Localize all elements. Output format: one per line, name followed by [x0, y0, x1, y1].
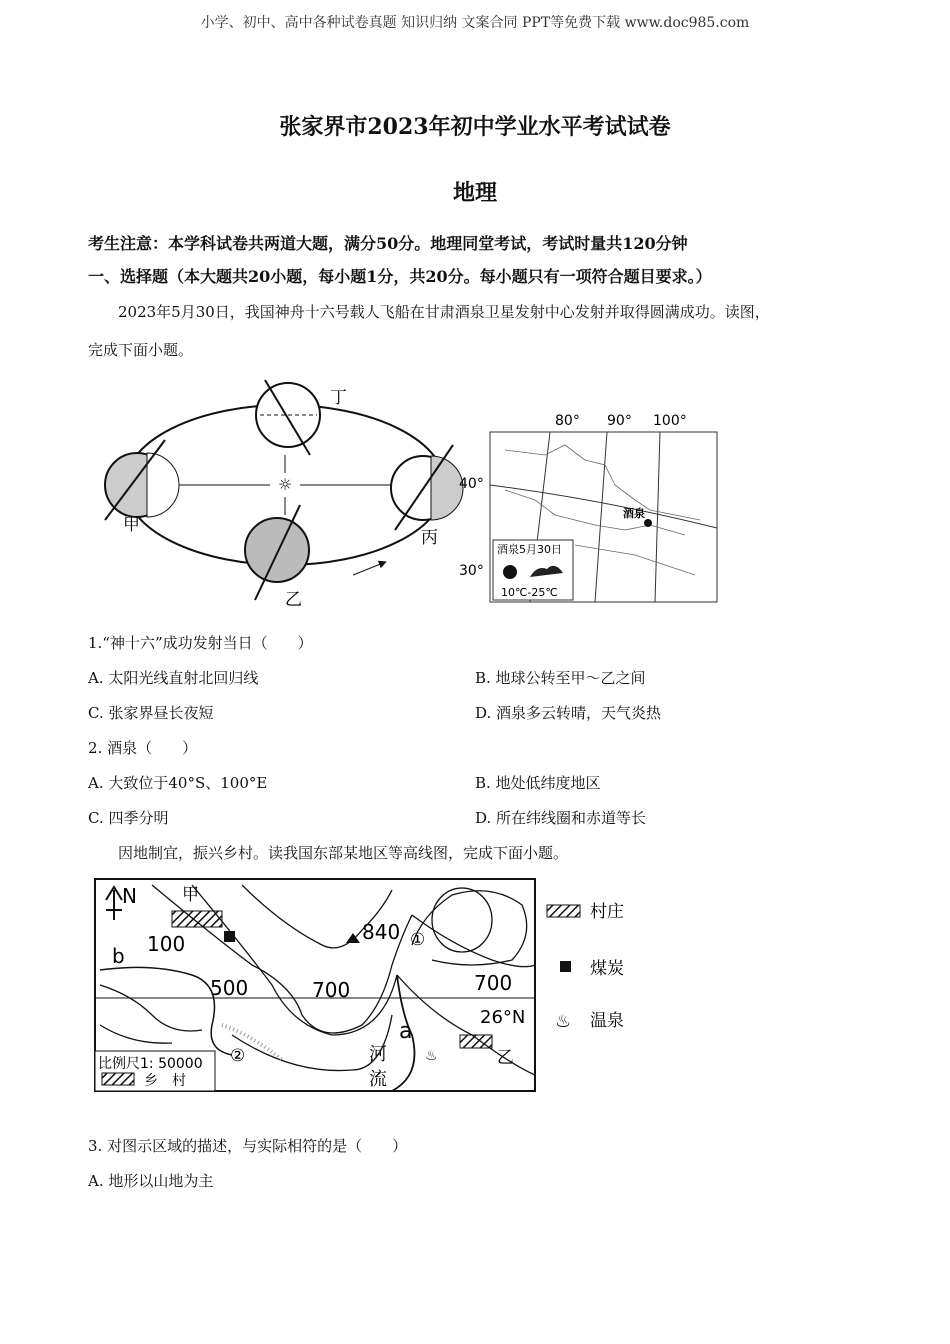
intro-paragraph-1: [88, 293, 858, 369]
q1-option-b[interactable]: B. 地球公转至甲～乙之间: [475, 669, 646, 687]
sun-weather-icon: [503, 565, 517, 579]
label-jia-contour: 甲: [182, 885, 199, 905]
contour-500: 500: [210, 976, 249, 1000]
jiuquan-map: [455, 405, 725, 610]
q1-option-a[interactable]: A. 太阳光线直射北回归线: [88, 669, 259, 687]
q3-option-a[interactable]: A. 地形以山地为主: [88, 1172, 214, 1190]
label-yi: 乙: [285, 590, 302, 610]
contour-100: 100: [147, 932, 186, 956]
label-b: b: [112, 944, 125, 968]
weather-temp: 10℃-25℃: [501, 586, 558, 599]
contour-700-left: 700: [312, 978, 351, 1002]
contour-legend: [545, 895, 655, 1045]
question-1-stem: 1.“神十六”成功发射当日（ ）: [88, 634, 313, 652]
intro-line-2: 完成下面小题。: [88, 341, 194, 359]
inset-legend-village: 乡 村: [144, 1073, 186, 1089]
q1-option-c[interactable]: C. 张家界昼长夜短: [88, 704, 214, 722]
earth-position-bing: [391, 445, 463, 530]
contour-700-right: 700: [474, 971, 513, 995]
q2-option-a[interactable]: A. 大致位于40°S、100°E: [88, 774, 268, 792]
earth-position-jia: [105, 440, 179, 520]
peak-840: 840: [362, 920, 401, 944]
page-header: 小学、初中、高中各种试卷真题 知识归纳 文案合同 PPT等免费下载 www.doc985.com: [200, 15, 750, 31]
exam-notice: 考生注意：本学科试卷共两道大题，满分50分。地理同堂考试，考试时量共120分钟: [88, 234, 688, 253]
label-ding: 丁: [330, 388, 347, 408]
orbit-diagram: [95, 375, 475, 610]
label-yi-contour: 乙: [497, 1048, 514, 1068]
exam-title: 张家界市2023年初中学业水平考试试卷: [279, 114, 671, 140]
lon-90: 90°: [607, 413, 632, 429]
legend-spring-label: 温泉: [590, 1011, 624, 1031]
question-3-stem: 3. 对图示区域的描述，与实际相符的是（ ）: [88, 1137, 408, 1155]
intro-paragraph-2: 因地制宜，振兴乡村。读我国东部某地区等高线图，完成下面小题。: [118, 844, 569, 862]
q2-option-d[interactable]: D. 所在纬线圈和赤道等长: [475, 809, 647, 827]
q1-option-d[interactable]: D. 酒泉多云转晴，天气炎热: [475, 704, 662, 722]
legend-coal-label: 煤炭: [590, 959, 624, 979]
lat-30: 30°: [459, 563, 484, 579]
label-jia: 甲: [123, 515, 140, 535]
weather-title: 酒泉5月30日: [497, 543, 562, 556]
north-label: N: [122, 884, 137, 908]
river-label-1: 河: [369, 1044, 387, 1065]
point-2: ②: [230, 1046, 246, 1066]
latitude-26n: 26°N: [480, 1007, 526, 1028]
subject-title: 地理: [452, 180, 497, 206]
label-bing: 丙: [421, 528, 438, 548]
scale-text: 比例尺1: 50000: [98, 1056, 203, 1072]
lon-80: 80°: [555, 413, 580, 429]
legend-village-icon: [547, 905, 580, 917]
q2-option-c[interactable]: C. 四季分明: [88, 809, 169, 827]
coal-marker: [224, 931, 235, 942]
legend-spring-icon: ♨: [555, 1011, 572, 1032]
point-1: ①: [410, 930, 426, 950]
earth-position-yi: [245, 505, 309, 600]
earth-position-ding: [256, 380, 320, 455]
q2-option-b[interactable]: B. 地处低纬度地区: [475, 774, 601, 792]
lat-40: 40°: [459, 476, 484, 492]
contour-map: [92, 875, 542, 1095]
section-heading: 一、选择题（本大题共20小题，每小题1分，共20分。每小题只有一项符合题目要求。）: [88, 267, 712, 286]
label-a: a: [399, 1019, 413, 1044]
lon-100: 100°: [653, 413, 687, 429]
sun-icon: ☼: [277, 475, 293, 494]
hot-spring-marker-icon: ♨: [425, 1048, 438, 1064]
city-jiuquan: 酒泉: [623, 507, 645, 520]
legend-coal-icon: [560, 961, 571, 972]
legend-village-label: 村庄: [590, 902, 624, 922]
village-jia: [172, 911, 222, 927]
river-label-2: 流: [369, 1069, 387, 1090]
question-2-stem: 2. 酒泉（ ）: [88, 739, 198, 757]
intro-line-1: 2023年5月30日，我国神舟十六号载人飞船在甘肃酒泉卫星发射中心发射并取得圆满成功。读图，: [118, 303, 770, 321]
